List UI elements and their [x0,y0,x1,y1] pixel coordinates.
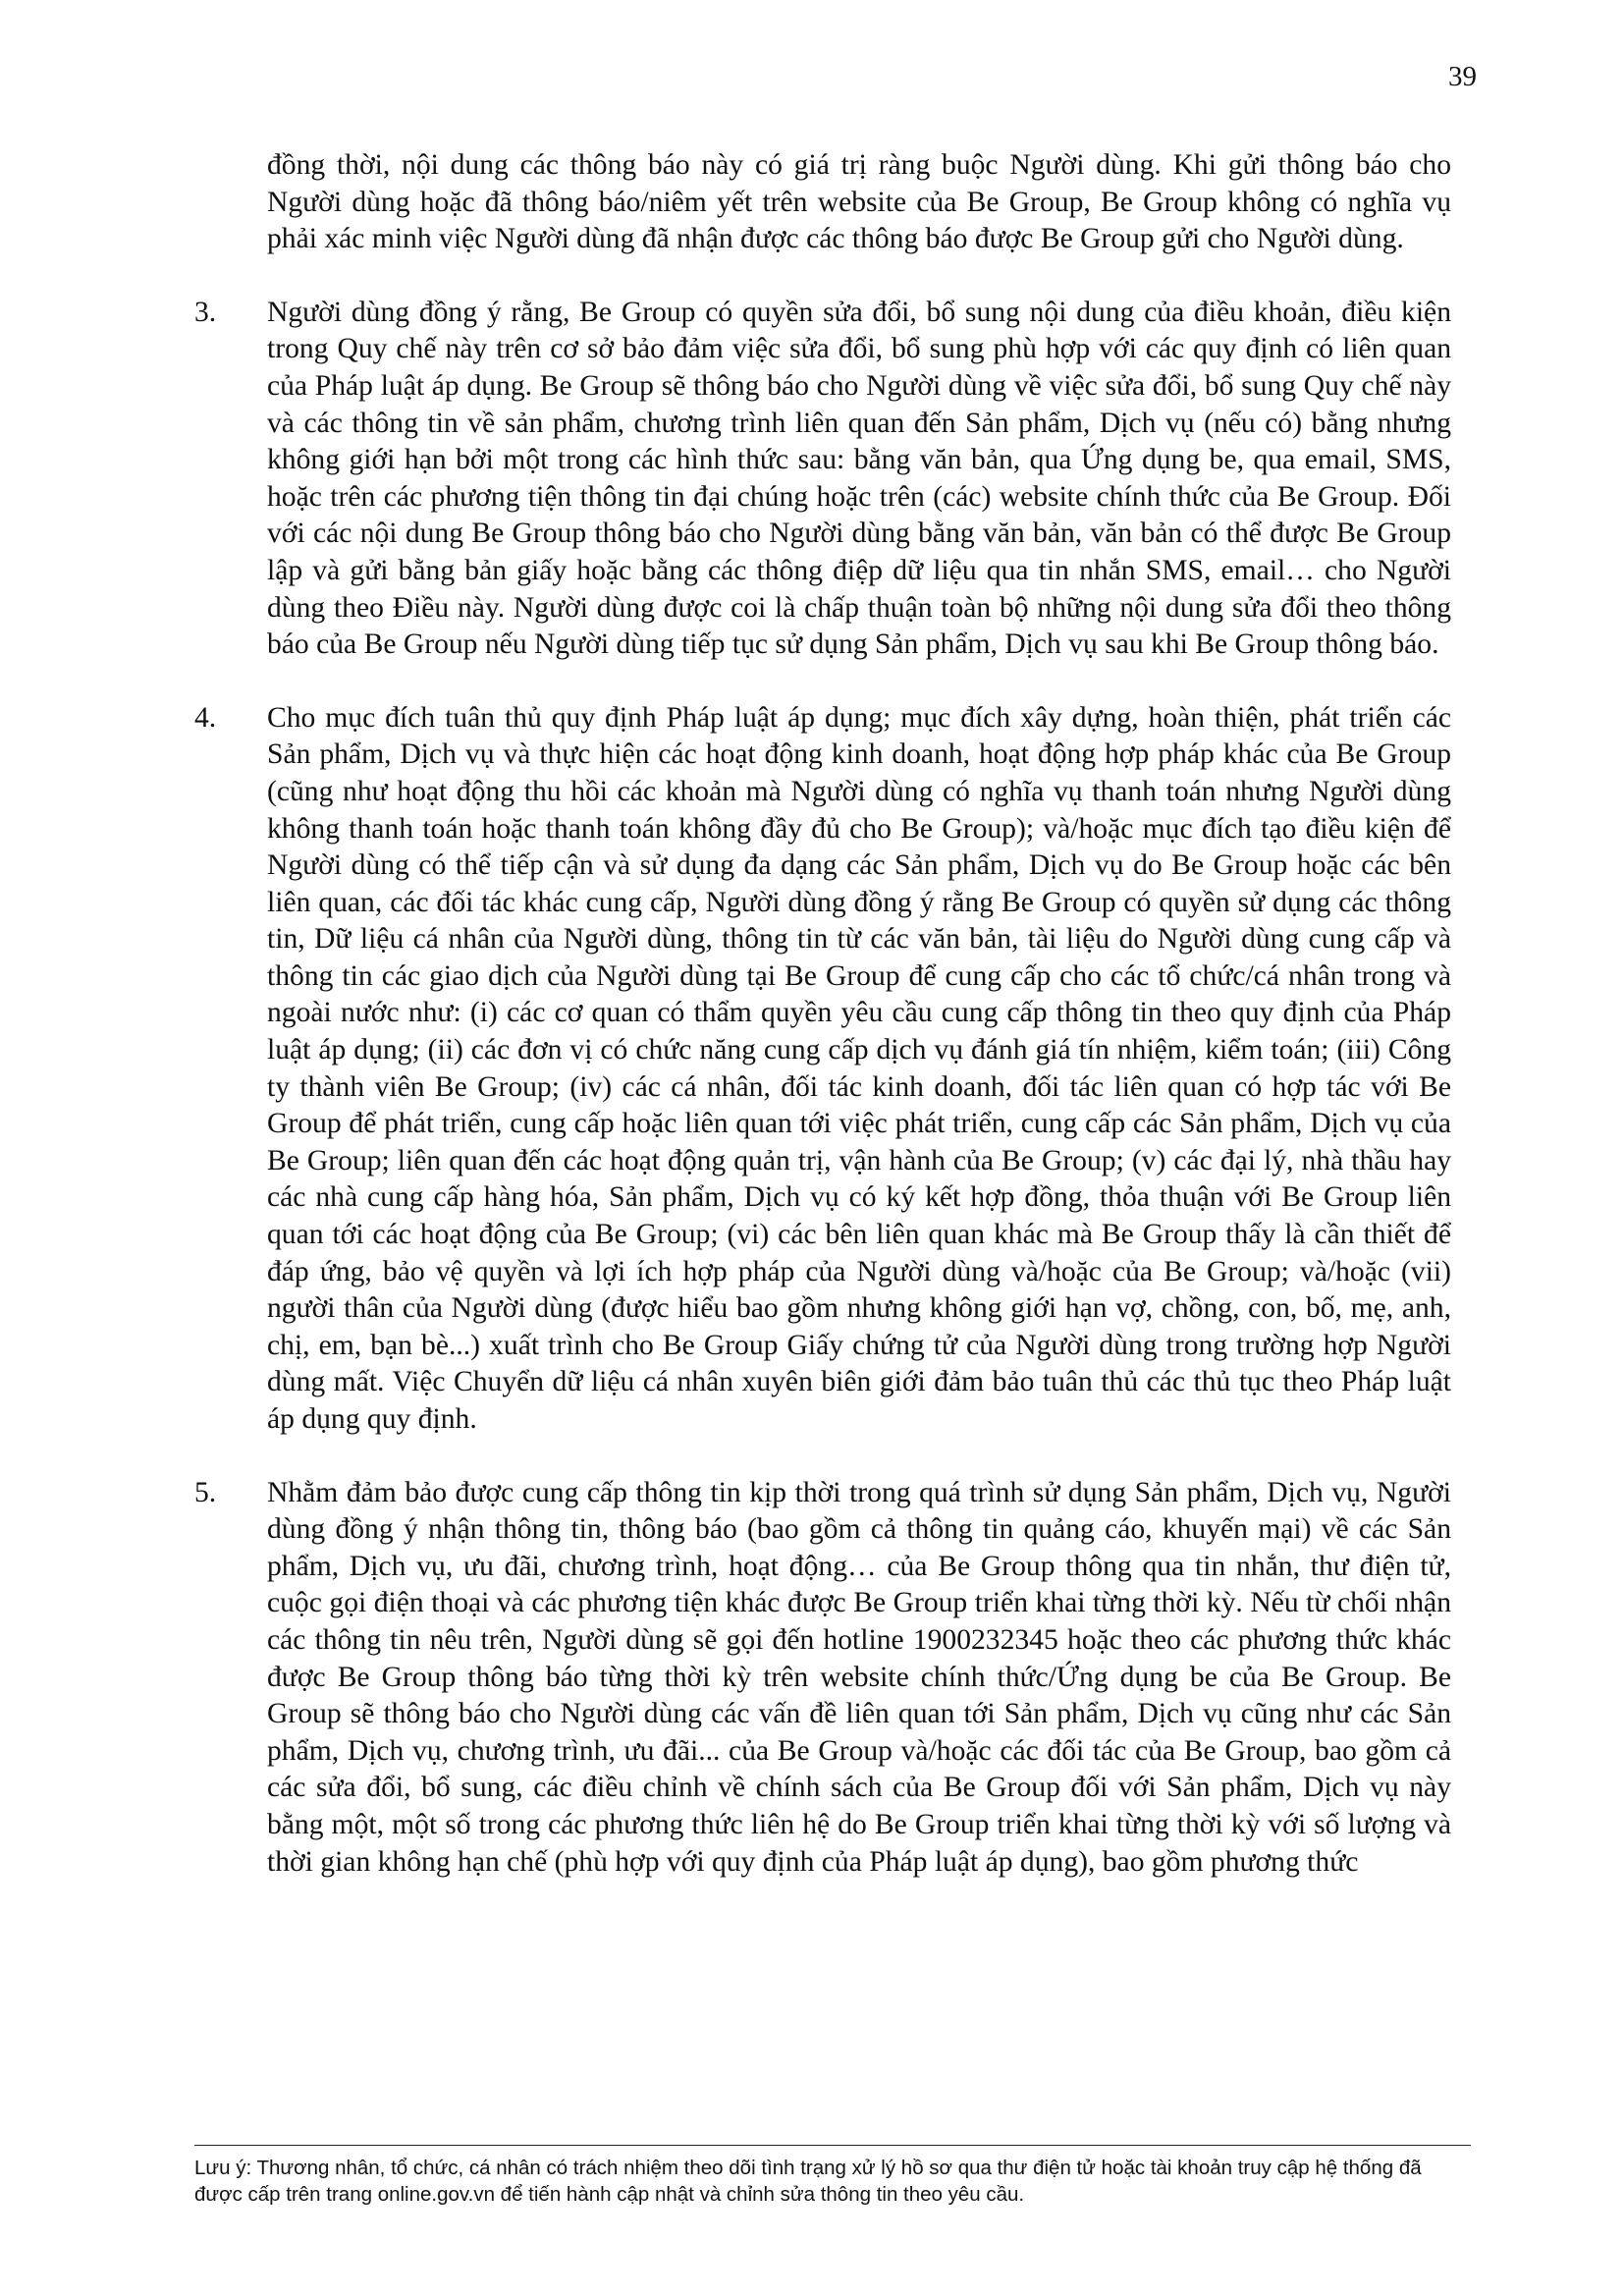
clause-text: Nhằm đảm bảo được cung cấp thông tin kịp thời trong quá trình sử dụng Sản phẩm, Dịch vụ, Người dùng đồng ý nhận thông tin, thông báo (bao gồm cả thông tin quảng cáo, khuyến mại) về các Sản phẩm, Dịch vụ, ưu đãi, chương trình, hoạt động… của Be Group thông qua tin nhắn, thư điện tử, cuộc gọi điện thoại và các phương tiện khác được Be Group triển khai từng thời kỳ. Nếu từ chối nhận các thông tin nêu trên, Người dùng sẽ gọi đến hotline 1900232345 hoặc theo các phương thức khác được Be Group thông báo từng thời kỳ trên website chính thức/Ứng dụng be của Be Group. Be Group sẽ thông báo cho Người dùng các vấn đề liên quan tới Sản phẩm, Dịch vụ cũng như các Sản phẩm, Dịch vụ, chương trình, ưu đãi... của Be Group và/hoặc các đối tác của Be Group, bao gồm cả các sửa đổi, bổ sung, các điều chỉnh về chính sách của Be Group đối với Sản phẩm, Dịch vụ này bằng một, một số trong các phương thức liên hệ do Be Group triển khai từng thời kỳ với số lượng và thời gian không hạn chế (phù hợp với quy định của Pháp luật áp dụng), bao gồm phương thức [267,1476,1451,1878]
clause-text: Người dùng đồng ý rằng, Be Group có quyền sửa đổi, bổ sung nội dung của điều khoản, điều kiện trong Quy chế này trên cơ sở bảo đảm việc sửa đổi, bổ sung phù hợp với các quy định có liên quan của Pháp luật áp dụng. Be Group sẽ thông báo cho Người dùng về việc sửa đổi, bổ sung Quy chế này và các thông tin về sản phẩm, chương trình liên quan đến Sản phẩm, Dịch vụ (nếu có) bằng nhưng không giới hạn bởi một trong các hình thức sau: bằng văn bản, qua Ứng dụng be, qua email, SMS, hoặc trên các phương tiện thông tin đại chúng hoặc trên (các) website chính thức của Be Group. Đối với các nội dung Be Group thông báo cho Người dùng bằng văn bản, văn bản có thể được Be Group lập và gửi bằng bản giấy hoặc bằng các thông điệp dữ liệu qua tin nhắn SMS, email… cho Người dùng theo Điều này. Người dùng được coi là chấp thuận toàn bộ những nội dung sửa đổi theo thông báo của Be Group nếu Người dùng tiếp tục sử dụng Sản phẩm, Dịch vụ sau khi Be Group thông báo. [267,296,1451,661]
document-body [194,147,1451,1917]
intro-paragraph: đồng thời, nội dung các thông báo này có giá trị ràng buộc Người dùng. Khi gửi thông báo cho Người dùng hoặc đã thông báo/niêm yết trên website của Be Group, Be Group không có nghĩa vụ phải xác minh việc Người dùng đã nhận được các thông báo được Be Group gửi cho Người dùng. [267,149,1451,255]
clause-number: 3. [194,296,217,328]
footer-note: Lưu ý: Thương nhân, tổ chức, cá nhân có trách nhiệm theo dõi tình trạng xử lý hồ sơ qua thư điện tử hoặc tài khoản truy cập hệ thống đã được cấp trên trang online.gov.vn để tiến hành cập nhật và chỉnh sửa thông tin theo yêu cầu. [194,2157,1422,2206]
clause-item-3 [194,295,1451,664]
clause-text: Cho mục đích tuân thủ quy định Pháp luật áp dụng; mục đích xây dựng, hoàn thiện, phát triển các Sản phẩm, Dịch vụ và thực hiện các hoạt động kinh doanh, hoạt động hợp pháp khác của Be Group (cũng như hoạt động thu hồi các khoản mà Người dùng có nghĩa vụ thanh toán nhưng Người dùng không thanh toán hoặc thanh toán không đầy đủ cho Be Group); và/hoặc mục đích tạo điều kiện để Người dùng có thể tiếp cận và sử dụng đa dạng các Sản phẩm, Dịch vụ do Be Group hoặc các bên liên quan, các đối tác khác cung cấp, Người dùng đồng ý rằng Be Group có quyền sử dụng các thông tin, Dữ liệu cá nhân của Người dùng, thông tin từ các văn bản, tài liệu do Người dùng cung cấp và thông tin các giao dịch của Người dùng tại Be Group để cung cấp cho các tổ chức/cá nhân trong và ngoài nước như: (i) các cơ quan có thẩm quyền yêu cầu cung cấp thông tin theo quy định của Pháp luật áp dụng; (ii) các đơn vị có chức năng cung cấp dịch vụ đánh giá tín nhiệm, kiểm toán; (iii) Công ty thành viên Be Group; (iv) các cá nhân, đối tác kinh doanh, đối tác liên quan có hợp tác với Be Group để phát triển, cung cấp hoặc liên quan tới việc phát triển, cung cấp các Sản phẩm, Dịch vụ của Be Group; liên quan đến các hoạt động quản trị, vận hành của Be Group; (v) các đại lý, nhà thầu hay các nhà cung cấp hàng hóa, Sản phẩm, Dịch vụ có ký kết hợp đồng, thỏa thuận với Be Group liên quan tới các hoạt động của Be Group; (vi) các bên liên quan khác mà Be Group thấy là cần thiết để đáp ứng, bảo vệ quyền và lợi ích hợp pháp của Người dùng và/hoặc của Be Group; và/hoặc (vii) người thân của Người dùng (được hiểu bao gồm nhưng không giới hạn vợ, chồng, con, bố, mẹ, anh, chị, em, bạn bè...) xuất trình cho Be Group Giấy chứng tử của Người dùng trong trường hợp Người dùng mất. Việc Chuyển dữ liệu cá nhân xuyên biên giới đảm bảo tuân thủ các thủ tục theo Pháp luật áp dụng quy định. [267,701,1451,1435]
clause-item-5 [194,1475,1451,1882]
footer-divider [194,2145,1471,2146]
clause-number: 5. [194,1476,217,1508]
clause-number: 4. [194,701,217,734]
page-number: 39 [1448,61,1477,92]
clause-item-4 [194,700,1451,1439]
